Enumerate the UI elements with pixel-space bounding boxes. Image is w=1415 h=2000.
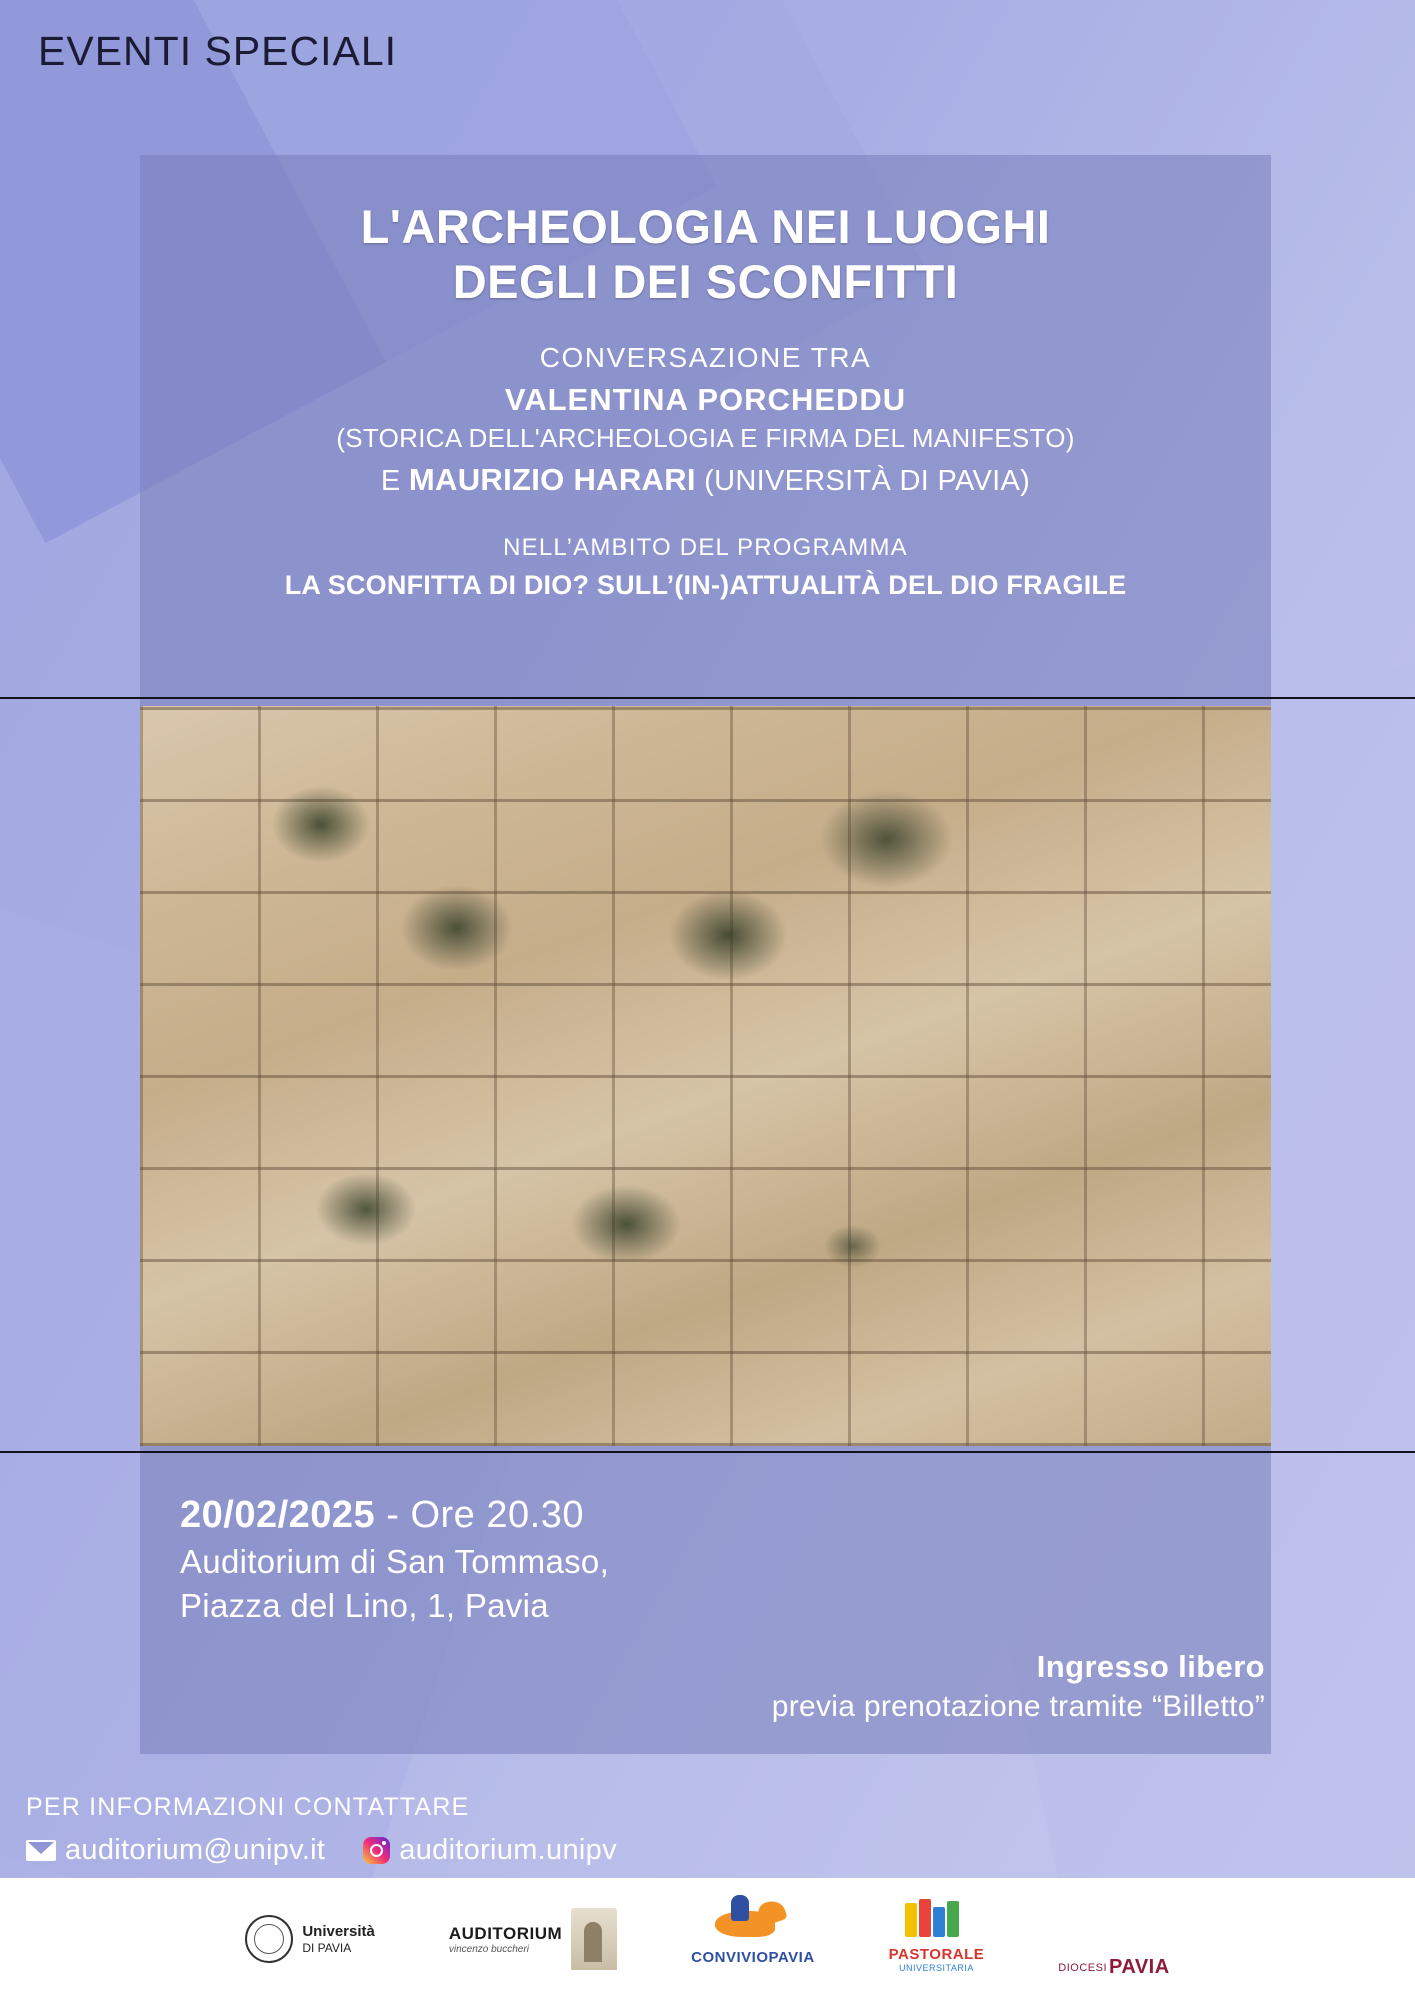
speaker-one-description: (STORICA DELL'ARCHEOLOGIA E FIRMA DEL MANIFESTO) <box>336 422 1075 453</box>
programme-label: NELL’AMBITO DEL PROGRAMMA <box>503 533 908 561</box>
event-datetime <box>180 1490 609 1540</box>
speaker-two-affiliation: (UNIVERSITÀ DI PAVIA) <box>695 464 1031 497</box>
logo-auditorium-text <box>449 1924 562 1955</box>
pastorale-bar-3 <box>933 1907 945 1937</box>
logo-convivio-line-1: CONVIVIO <box>691 1949 769 1966</box>
section-label: EVENTI SPECIALI <box>38 28 398 74</box>
divider-bottom <box>0 1451 1415 1453</box>
datetime-separator: - <box>375 1494 411 1536</box>
contact-instagram-text: auditorium.unipv <box>399 1834 617 1866</box>
venue-line-2: Piazza del Lino, 1, Pavia <box>180 1587 549 1625</box>
pastorale-bar-2 <box>919 1899 931 1937</box>
poster-title-line-2: DEGLI DEI SCONFITTI <box>452 254 959 308</box>
logo-diocesi-line-1: DIOCESI <box>1058 1961 1108 1974</box>
logo-universita-di-pavia <box>245 1899 375 1979</box>
instagram-icon <box>363 1837 390 1864</box>
logo-pastorale-line-1: PASTORALE <box>888 1946 985 1963</box>
university-seal-icon <box>245 1915 293 1963</box>
logo-unipv-line-2: DI PAVIA <box>302 1940 352 1955</box>
divider-top <box>0 697 1415 699</box>
poster-title-line-1: L'ARCHEOLOGIA NEI LUOGHI <box>360 200 1051 253</box>
logo-convivio-text <box>691 1945 814 1968</box>
logo-pastorale-text <box>889 1946 985 1973</box>
entry-subtitle: previa prenotazione tramite “Billetto” <box>771 1690 1265 1723</box>
title-block <box>140 200 1271 601</box>
logo-auditorium <box>449 1899 617 1979</box>
programme-title: LA SCONFITTA DI DIO? SULL’(IN-)ATTUALITÀ DEL DIO FRAGILE <box>284 569 1127 600</box>
conversation-label: CONVERSAZIONE TRA <box>539 341 872 373</box>
event-time: Ore 20.30 <box>410 1494 584 1536</box>
entry-info <box>505 1649 1265 1724</box>
logo-pastorale-universitaria <box>889 1899 985 1979</box>
speaker-two-prefix: E <box>380 464 409 497</box>
cathedral-dome-icon <box>1066 1899 1162 1949</box>
contact-block <box>26 1793 617 1867</box>
pastorale-bars-icon <box>899 1899 973 1943</box>
contact-email-text: auditorium@unipv.it <box>65 1834 326 1866</box>
entry-title: Ingresso libero <box>1036 1649 1265 1684</box>
footer-logos <box>0 1878 1415 2000</box>
event-details <box>180 1490 609 1629</box>
speaker-two-line <box>140 462 1271 498</box>
venue-line-1: Auditorium di San Tommaso, <box>180 1543 610 1581</box>
event-date: 20/02/2025 <box>180 1494 376 1536</box>
logo-auditorium-line-2: vincenzo buccheri <box>448 1943 529 1955</box>
contact-row <box>26 1834 617 1867</box>
pastorale-bar-4 <box>947 1901 959 1937</box>
rider-shape <box>731 1895 749 1921</box>
logo-auditorium-line-1: AUDITORIUM <box>448 1923 563 1943</box>
speaker-one-name: VALENTINA PORCHEDDU <box>504 381 907 417</box>
contact-instagram[interactable] <box>363 1834 617 1867</box>
contact-label: PER INFORMAZIONI CONTATTARE <box>26 1793 470 1821</box>
contact-email[interactable] <box>26 1834 325 1867</box>
logo-unipv-line-1: Università <box>302 1922 375 1940</box>
horse-rider-icon <box>707 1899 799 1943</box>
logo-diocesi-line-2: PAVIA <box>1109 1956 1170 1978</box>
logo-diocesi-text <box>1058 1956 1169 1979</box>
speaker-two-name: MAURIZIO HARARI <box>408 461 696 497</box>
logo-pastorale-line-2: UNIVERSITARIA <box>899 1963 974 1973</box>
logo-diocesi-pavia <box>1058 1899 1169 1979</box>
logo-convivio-pavia <box>691 1899 814 1979</box>
mail-icon <box>26 1840 56 1861</box>
auditorium-statue-icon <box>571 1908 617 1970</box>
logo-convivio-line-2: PAVIA <box>768 1949 815 1966</box>
stone-wall-image <box>140 706 1271 1446</box>
logo-unipv-text <box>302 1923 375 1955</box>
pastorale-bar-1 <box>905 1903 917 1937</box>
stone-wall-image-texture <box>140 706 1271 1446</box>
